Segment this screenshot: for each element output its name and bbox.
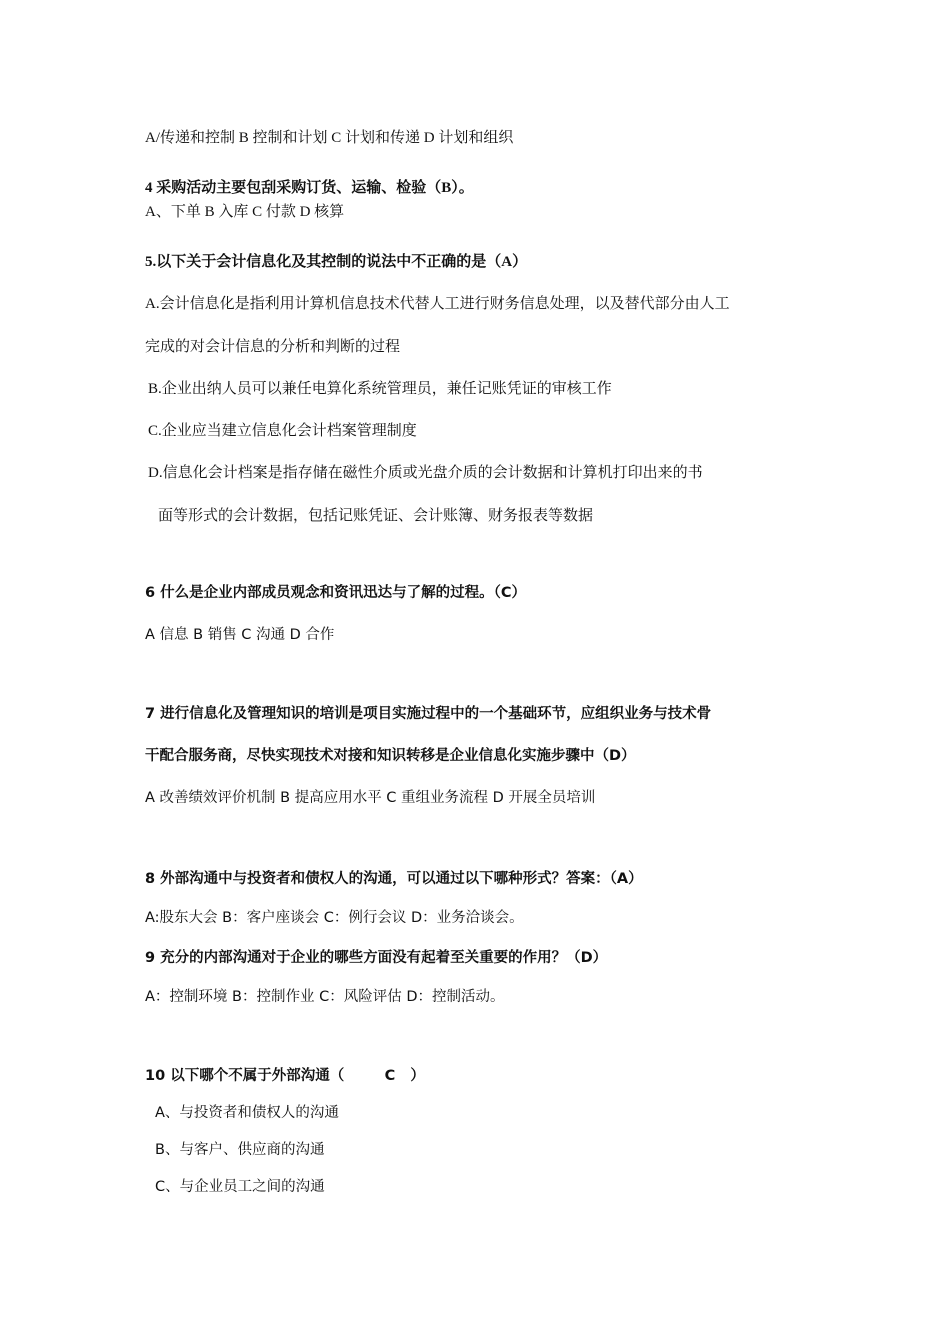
q8-stem: 8 外部沟通中与投资者和债权人的沟通，可以通过以下哪种形式？答案：（A） <box>145 871 643 887</box>
q4-options: A、下单 B 入库 C 付款 D 核算 <box>145 204 345 220</box>
q10-option-c: C、与企业员工之间的沟通 <box>155 1179 325 1195</box>
q5-option-d-line1: D.信息化会计档案是指存储在磁性介质或光盘介质的会计数据和计算机打印出来的书 <box>148 465 703 481</box>
q7-stem-line2: 干配合服务商，尽快实现技术对接和知识转移是企业信息化实施步骤中（D） <box>145 748 636 764</box>
q5-stem: 5.以下关于会计信息化及其控制的说法中不正确的是（A） <box>145 254 528 270</box>
q5-option-a-line1: A.会计信息化是指利用计算机信息技术代替人工进行财务信息处理，以及替代部分由人工 <box>145 296 730 312</box>
q6-stem: 6 什么是企业内部成员观念和资讯迅达与了解的过程。（C） <box>145 585 527 601</box>
q5-option-b: B.企业出纳人员可以兼任电算化系统管理员，兼任记账凭证的审核工作 <box>148 381 612 397</box>
q3-options: A/传递和控制 B 控制和计划 C 计划和传递 D 计划和组织 <box>145 130 514 146</box>
q9-stem: 9 充分的内部沟通对于企业的哪些方面没有起着至关重要的作用？（D） <box>145 950 608 966</box>
q7-stem-line1: 7 进行信息化及管理知识的培训是项目实施过程中的一个基础环节，应组织业务与技术骨 <box>145 706 712 722</box>
q10-stem: 10 以下哪个不属于外部沟通（ C ） <box>145 1068 425 1084</box>
q10-option-b: B、与客户、供应商的沟通 <box>155 1142 325 1158</box>
q5-option-c: C.企业应当建立信息化会计档案管理制度 <box>148 423 417 439</box>
q7-options: A 改善绩效评价机制 B 提高应用水平 C 重组业务流程 D 开展全员培训 <box>145 790 596 806</box>
q4-stem: 4 采购活动主要包刮采购订货、运输、检验（B）。 <box>145 180 474 196</box>
q10-option-a: A、与投资者和债权人的沟通 <box>155 1105 339 1121</box>
q5-option-a-line2: 完成的对会计信息的分析和判断的过程 <box>145 339 401 355</box>
q9-options: A：控制环境 B：控制作业 C：风险评估 D：控制活动。 <box>145 989 505 1005</box>
q8-options: A:股东大会 B：客户座谈会 C：例行会议 D：业务洽谈会。 <box>145 910 524 926</box>
q5-option-d-line2: 面等形式的会计数据，包括记账凭证、会计账簿、财务报表等数据 <box>158 508 594 524</box>
q6-options: A 信息 B 销售 C 沟通 D 合作 <box>145 627 335 643</box>
